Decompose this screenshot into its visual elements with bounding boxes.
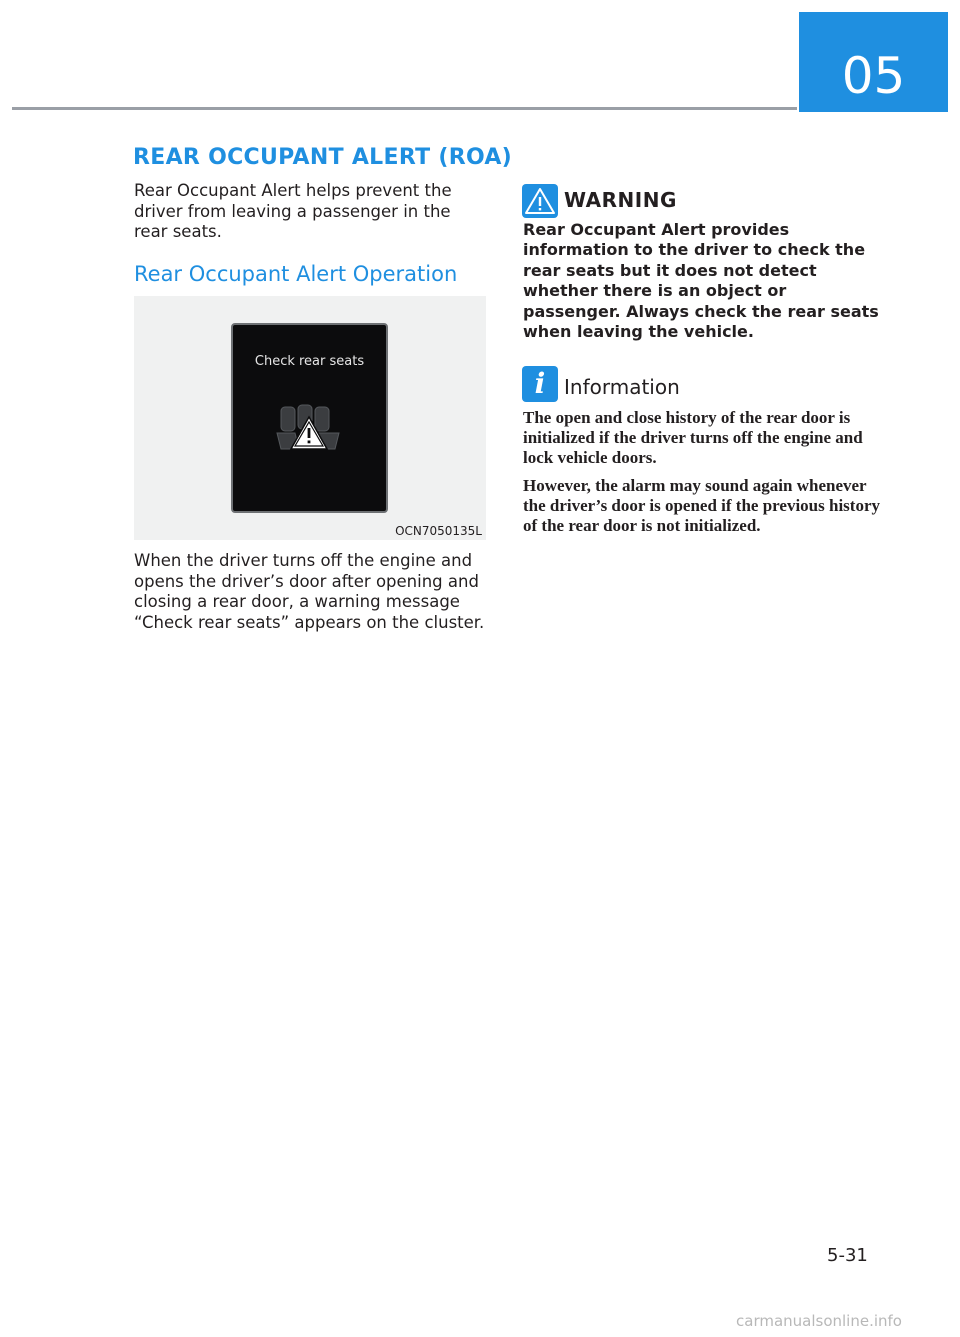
operation-description: When the driver turns off the engine and opens the driver’s door after opening and closing a rear door, a warning message “Check rear seats” appears on the cluster. [134, 551, 485, 632]
section-title: REAR OCCUPANT ALERT (ROA) [133, 145, 513, 170]
subheading: Rear Occupant Alert Operation [134, 262, 458, 286]
cluster-screen [231, 323, 388, 513]
header-rule [12, 107, 797, 110]
page-number: 5-31 [827, 1245, 868, 1266]
chapter-number: 05 [841, 47, 906, 105]
warning-text: Rear Occupant Alert provides information to the driver to check the rear seats but it does not detect whether there is an object or passenger. Always check the rear seats when leaving the vehicle. [523, 220, 879, 342]
rear-seat-warning-icon [275, 403, 345, 463]
information-label: Information [564, 375, 680, 399]
information-paragraph: However, the alarm may sound again whenever the driver’s door is opened if the previous history of the rear door is not initialized. [523, 476, 880, 535]
figure-code: OCN7050135L [395, 524, 482, 538]
screen-message: Check rear seats [254, 354, 365, 369]
watermark: carmanualsonline.info [736, 1312, 902, 1330]
warning-triangle-icon [522, 184, 558, 218]
information-text [523, 408, 885, 544]
info-icon: i [522, 366, 558, 402]
information-paragraph: The open and close history of the rear door is initialized if the driver turns off the engine and lock vehicle doors. [523, 408, 863, 467]
cluster-illustration [134, 296, 486, 540]
intro-paragraph: Rear Occupant Alert helps prevent the driver from leaving a passenger in the rear seats. [134, 181, 452, 241]
warning-label: WARNING [564, 188, 677, 212]
chapter-tab [799, 12, 948, 112]
